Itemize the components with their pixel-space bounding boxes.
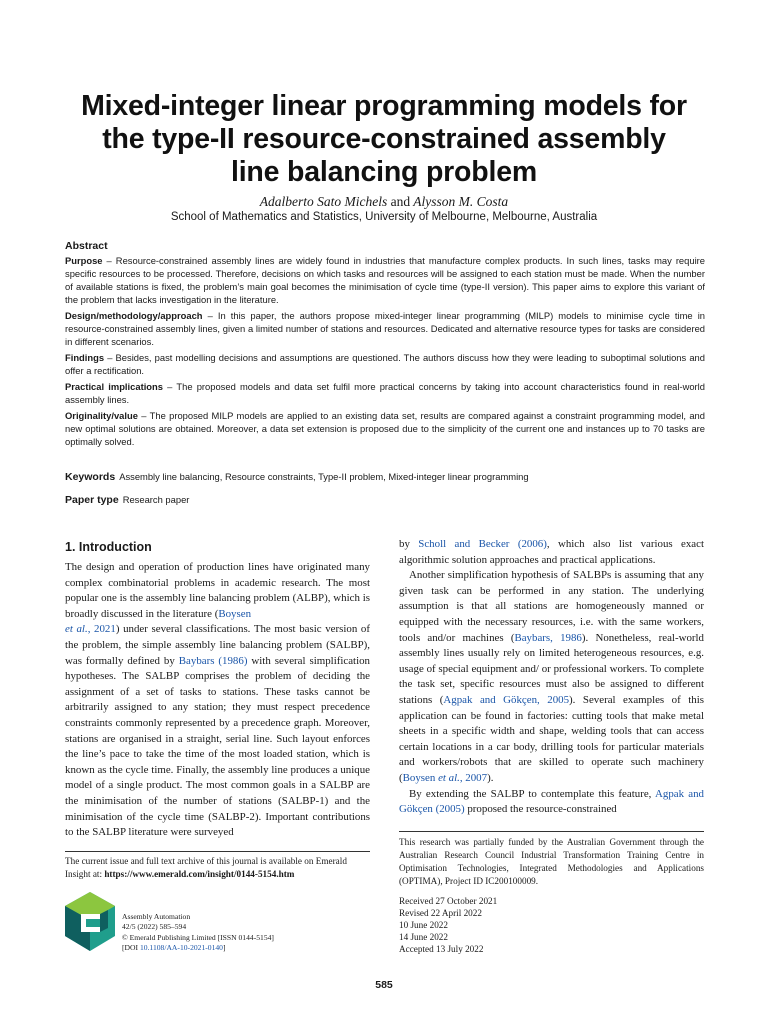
body-paragraph [399, 787, 704, 818]
title-line: the type-II resource-constrained assembly [102, 123, 666, 155]
body-text: ). Nonetheless, real-world assembly lines usually rely on limited heterogeneous resources, e.g. usage of special equipment and/ or professional workers. To complete the task set, specific resources must also be assigned to different stations ( [399, 631, 704, 706]
article-history [399, 895, 704, 955]
history-date: Received 27 October 2021 [399, 896, 498, 906]
body-text: By extending the SALBP to contemplate this feature, [409, 787, 656, 800]
doi-link[interactable]: 10.1108/AA-10-2021-0140 [139, 942, 223, 952]
body-column-right [399, 537, 704, 818]
abstract-label: Practical implications [65, 381, 163, 392]
citation-author: Boysen [402, 771, 436, 784]
author-name: Alysson M. Costa [413, 194, 509, 209]
funding-note: This research was partially funded by the Australian Government through the Australian Research Council Industrial Transformation Training Centre in Optimisation Technologies, Integrated Methodologies and Applications (OPTIMA), Project ID IC200100009. [399, 837, 704, 886]
citation-link[interactable]: Agpak and Gökçen, 2005 [443, 693, 570, 706]
abstract-label: Purpose [65, 255, 103, 266]
abstract-findings [65, 351, 705, 377]
archive-note [65, 855, 370, 881]
body-paragraph [399, 537, 704, 568]
keywords-label: Keywords [65, 471, 116, 483]
author-name: Adalberto Sato Michels [259, 194, 388, 209]
citation-author: Boysen [218, 607, 252, 620]
title-line: line balancing problem [231, 156, 537, 188]
section-heading-introduction: 1. Introduction [65, 540, 152, 554]
archive-url-link[interactable]: https://www.emerald.com/insight/0144-5154.htm [104, 869, 295, 879]
doi-prefix: [DOI [122, 942, 140, 952]
abstract-purpose [65, 254, 705, 306]
abstract-text: – The proposed models and data set fulfil more practical concerns by taking into account characteristics found in real-world assembly lines. [65, 381, 705, 405]
emerald-logo-icon [62, 890, 118, 954]
citation-link[interactable]: Scholl and Becker (2006) [418, 538, 547, 550]
body-text: ). [487, 771, 494, 784]
page-number: 585 [375, 979, 393, 991]
journal-doi [122, 943, 362, 953]
citation-link[interactable] [403, 772, 487, 784]
abstract-text: – Besides, past modelling decisions and assumptions are questioned. The authors discuss how they were leading to suboptimal solutions and offer a rectification. [65, 352, 705, 376]
citation-etal: et al. [438, 771, 460, 784]
abstract-design [65, 309, 705, 348]
body-text: The design and operation of production lines have originated many complex combinatorial problems in academic research. The most popular one is the assembly line balancing problem (ALBP), which is broadly discussed in the literature ( [65, 561, 370, 620]
body-text: with several simplification hypotheses. The SALBP comprises the problem of deciding the assignment of a set of tasks to stations. These tasks cannot be arbitrarily assigned to any station; they must respect precedence constraints commonly represented by a precedence graph. Moreover, stations are organised in a straight, serial line. Such layout enforces the line’s pace to take the time of the most loaded station, which is known as the cycle time. Finally, the assembly line produces a unique model of a single product. The most common goals in a SALBP are the minimisation of the number of stations (SALBP-1) and the minimisation of the cycle time (SALBP-2). Important contributions to the SALBP literature were surveyed [65, 654, 370, 839]
journal-name: Assembly Automation [122, 912, 191, 921]
affiliation: School of Mathematics and Statistics, University of Melbourne, Melbourne, Australia [170, 211, 598, 223]
paper-type-label: Paper type [65, 494, 119, 506]
body-paragraph [65, 560, 370, 841]
abstract-label: Originality/value [65, 410, 138, 421]
body-text: by [399, 538, 419, 550]
paper-type [65, 494, 705, 506]
citation-link[interactable]: Baybars (1986) [178, 654, 248, 667]
citation-year: , 2007 [459, 771, 488, 784]
abstract-text: – Resource-constrained assembly lines are widely found in industries that manufacture complex products. In such lines, tasks may require specific resources to be processed. Therefore, decisions on which tasks and resources will be assigned to each station must be made. When the number of available stations is fixed, the problem’s main goal becomes the minimisation of cycle time (type-II version). This paper aims to explore this variant of the problem that lacks investigation in the literature. [65, 255, 705, 305]
author-conjunction: and [390, 194, 411, 209]
abstract-heading: Abstract [65, 240, 108, 252]
journal-volume: 42/5 (2022) 585–594 [122, 922, 187, 932]
citation-etal: et al. [65, 623, 88, 636]
body-paragraph [399, 568, 704, 786]
history-date: 14 June 2022 [399, 932, 448, 942]
paper-type-text: Research paper [122, 494, 190, 505]
author-list [40, 194, 728, 210]
footnote-divider [65, 851, 370, 852]
doi-suffix: ] [222, 942, 226, 952]
footnote-divider [399, 831, 704, 832]
abstract-practical [65, 380, 705, 406]
abstract [65, 240, 705, 451]
abstract-label: Findings [65, 352, 105, 363]
keywords [65, 471, 705, 483]
body-text: Another simplification hypothesis of SALBPs is assuming that any given task can be performed in any station. The underlying assumption is that all stations are homogeneously manned or equipped with the necessary resources, i.e. with the same workers, tools and/or machines ( [399, 569, 704, 644]
title-line: Mixed-integer linear programming models for [81, 90, 687, 122]
history-date: Accepted 13 July 2022 [399, 944, 484, 954]
paper-title [40, 90, 728, 189]
journal-info [122, 912, 362, 953]
body-column-left [65, 560, 370, 841]
citation-link[interactable]: Agpak and Gökçen (2005) [399, 787, 704, 816]
body-text: ). Several examples of this application can be found in factories: cutting tools that make metal sheets in a specific width and shape, welding tools that can access certain locations in a car body, drilling tools for particular materials and workers/robots that are skilled to operate such machinery ( [399, 693, 704, 784]
abstract-text: – The proposed MILP models are applied to an existing data set, results are compared against a constraint programming model, and new optimal solutions are obtained. Moreover, a data set extension is proposed due to the simplicity of the current one and instances up to 70 tasks are optimally solved. [65, 410, 705, 447]
citation-link[interactable]: Baybars, 1986 [514, 631, 582, 644]
body-text: proposed the resource-constrained [464, 803, 617, 816]
abstract-originality [65, 409, 705, 448]
journal-publisher: © Emerald Publishing Limited [ISSN 0144-5154] [122, 932, 274, 942]
abstract-text: – In this paper, the authors propose mixed-integer linear programming (MILP) models to minimise cycle time in resource-constrained assembly lines, given a limited number of stations and resources. Dedicated and alternative resource types for tasks are considered in different scenarios. [65, 310, 705, 347]
history-date: Revised 22 April 2022 [399, 908, 482, 918]
history-date: 10 June 2022 [399, 920, 448, 930]
keywords-text: Assembly line balancing, Resource constraints, Type-II problem, Mixed-integer linear programming [119, 471, 529, 482]
body-text: ) under several classifications. The most basic version of the problem, the simple assembly line balancing problem (SALBP), was formally defined by [65, 623, 370, 667]
archive-note-text: The current issue and full text archive of this journal is available on Emerald Insight at: [65, 856, 347, 879]
abstract-label: Design/methodology/approach [65, 310, 203, 321]
citation-year: , 2021 [87, 623, 116, 636]
body-text: , which also list various exact algorithmic solution approaches and practical applications. [399, 538, 704, 566]
